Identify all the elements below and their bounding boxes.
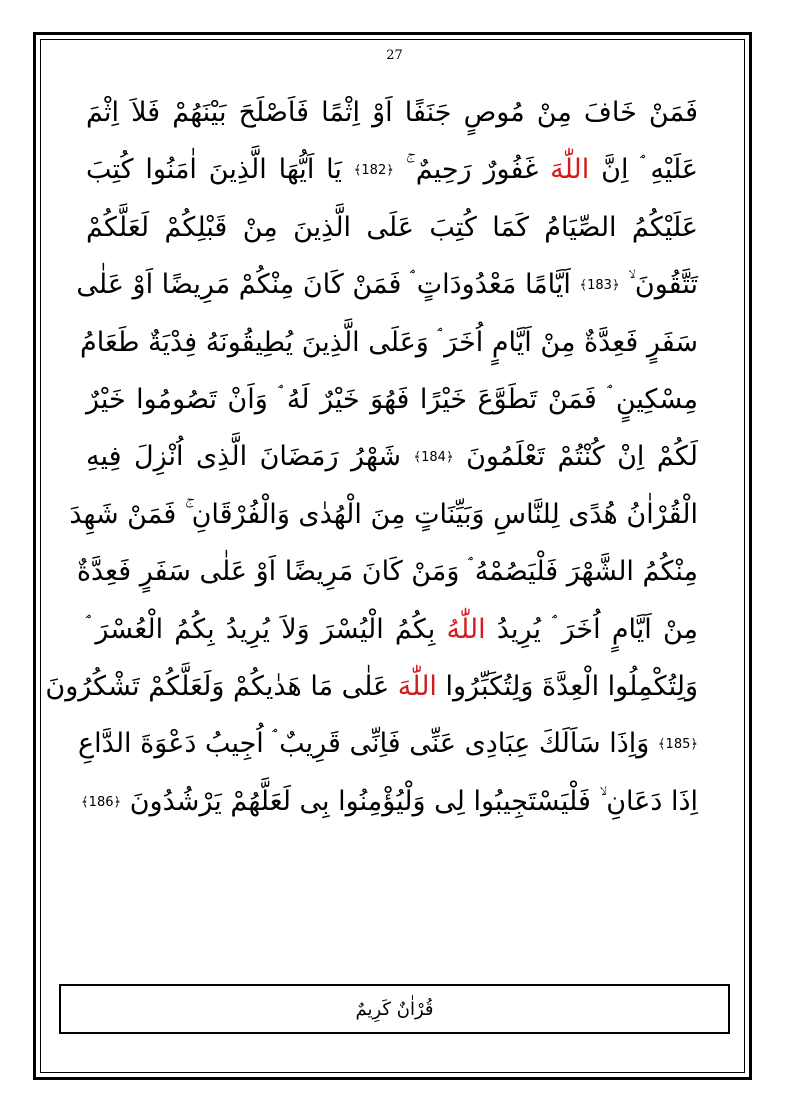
quran-text-block [45,84,699,830]
verse-text: لَكُمْ اِنْ كُنْتُمْ تَعْلَمُونَ [453,441,698,473]
verse-text: شَهْرُ رَمَضَانَ الَّذِى اُنْزِلَ فِيهِ [86,441,414,473]
verse-number-marker: ﴿185﴾ [657,737,698,753]
verse-text: تَتَّقُونَ ۙ [619,269,698,301]
verse-text: وَلِتُكْمِلُوا الْعِدَّةَ وَلِتُكَبِّرُوا [436,670,698,702]
verse-text: عَلَيْكُمُ الصِّيَامُ كَمَا كُتِبَ عَلَى الَّذِينَ مِنْ قَبْلِكُمْ لَعَلَّكُمْ [86,211,698,243]
text-line [86,428,698,485]
divine-name: اللّٰهَ [397,670,437,702]
verse-text: عَلَيْهِ ۘ اِنَّ [589,154,699,186]
verse-text: عَلٰى مَا هَدٰيكُمْ وَلَعَلَّكُمْ تَشْكُرُونَ [45,670,398,702]
verse-text: يَا اَيُّهَا الَّذِينَ اٰمَنُوا كُتِبَ [86,154,354,186]
text-line [86,84,698,141]
text-line [78,715,698,772]
page-number: 27 [386,48,403,63]
verse-text: اَيَّامًا مَعْدُودَاتٍ ۘ فَمَنْ كَانَ مِنْكُمْ مَرِيضًا اَوْ عَلٰى [76,269,580,301]
text-line [69,486,698,543]
footer-title: قُرْاٰنٌ كَرِيمٌ [355,998,434,1020]
verse-text: وَاِذَا سَاَلَكَ عِبَادِى عَنِّى فَاِنِّى قَرِيبٌ ۘ اُجِيبُ دَعْوَةَ الدَّاعِ [78,728,658,760]
text-line [45,658,698,715]
verse-number-marker: ﴿183﴾ [579,277,620,293]
verse-text: مِنْكُمُ الشَّهْرَ فَلْيَصُمْهُ ۘ وَمَنْ كَانَ مَرِيضًا اَوْ عَلٰى سَفَرٍ فَعِدَّةٌ [76,556,698,588]
verse-text: غَفُورٌ رَحِيمٌ ۚ [393,154,551,186]
verse-text: الْقُرْاٰنُ هُدًى لِلنَّاسِ وَبَيِّنَاتٍ مِنَ الْهُدٰى وَالْفُرْقَانِ ۚ فَمَنْ شَهِدَ [69,498,698,530]
text-line [86,141,698,198]
text-line [86,371,698,428]
divine-name: اللّٰهُ [446,613,486,645]
verse-number-marker: ﴿182﴾ [353,163,394,179]
verse-number-marker: ﴿186﴾ [81,794,122,810]
verse-text: بِكُمُ الْيُسْرَ وَلاَ يُرِيدُ بِكُمُ الْعُسْرَ ۘ [86,613,447,645]
text-line [86,199,698,256]
verse-text: مِسْكِينٍ ۘ فَمَنْ تَطَوَّعَ خَيْرًا فَهُوَ خَيْرٌ لَهُ ۘ وَاَنْ تَصُومُوا خَيْرٌ [86,383,698,415]
text-line [76,543,698,600]
text-line [81,773,698,830]
verse-text: مِنْ اَيَّامٍ اُخَرَ ۘ يُرِيدُ [485,613,698,645]
text-line [86,601,698,658]
footer-box [59,984,730,1034]
verse-text: اِذَا دَعَانِ ۙ فَلْيَسْتَجِيبُوا لِى وَلْيُؤْمِنُوا بِى لَعَلَّهُمْ يَرْشُدُونَ [121,785,698,817]
text-line [76,256,698,313]
verse-text: سَفَرٍ فَعِدَّةٌ مِنْ اَيَّامٍ اُخَرَ ۘ وَعَلَى الَّذِينَ يُطِيقُونَهُ فِدْيَةٌ طَعَامُ [80,326,698,358]
verse-number-marker: ﴿184﴾ [413,450,454,466]
divine-name: اللّٰهَ [550,154,590,186]
text-line [80,314,698,371]
verse-text: فَمَنْ خَافَ مِنْ مُوصٍ جَنَفًا اَوْ اِثْمًا فَاَصْلَحَ بَيْنَهُمْ فَلاَ اِثْمَ [86,97,698,128]
